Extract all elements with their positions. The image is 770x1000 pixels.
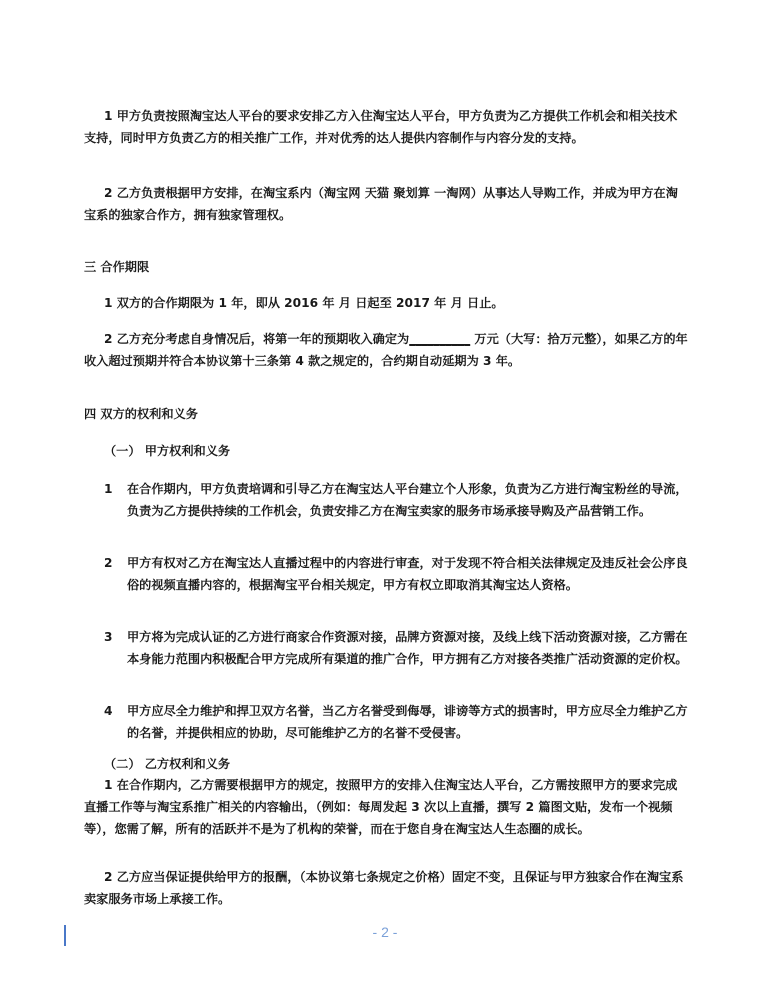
paragraph-4-b2: 2 乙方应当保证提供给甲方的报酬，（本协议第七条规定之价格）固定不变，且保证与甲方独家合作在淘宝系卖家服务市场上承接工作。 bbox=[84, 870, 684, 906]
list-item-text: 甲方应尽全力维护和捍卫双方名誉，当乙方名誉受到侮辱，诽谤等方式的损害时，甲方应尽全力维护乙方的名誉，并提供相应的协助，尽可能维护乙方的名誉不受侵害。 bbox=[127, 704, 688, 740]
paragraph-4-b1: 1 在合作期内，乙方需要根据甲方的规定，按照甲方的安排入住淘宝达人平台，乙方需按照甲方的要求完成直播工作等与淘宝系推广相关的内容输出，（例如：每周发起 3 次以上直播，撰写 2 篇图文贴，发布一个视频等），您需了解，所有的活跃并不是为了机构的荣誉，而在于您自身在淘宝达人生态圈的成长。 bbox=[84, 778, 678, 836]
list-item-number: 4 bbox=[104, 704, 113, 718]
paragraph-3-1: 1 双方的合作期限为 1 年，即从 2016 年 月 日起至 2017 年 月 日止。 bbox=[104, 296, 504, 310]
list-item-number: 1 bbox=[104, 482, 113, 496]
paragraph-3-2-lead: 2 乙方充分考虑自身情况后，将第一年的预期收入确定为 bbox=[104, 332, 410, 346]
list-item bbox=[104, 478, 688, 522]
page-number: - 2 - bbox=[372, 924, 398, 940]
section-heading-rights: 四 双方的权利和义务 bbox=[84, 407, 198, 421]
list-item bbox=[104, 700, 688, 744]
section-heading-term: 三 合作期限 bbox=[84, 260, 150, 274]
paragraph-3-2 bbox=[84, 328, 688, 372]
list-item bbox=[104, 626, 688, 670]
list-item-number: 3 bbox=[104, 630, 113, 644]
subheading-party-b: （二） 乙方权利和义务 bbox=[104, 757, 231, 771]
paragraph-3-2-tail: 万元（大写：拾万元整），如果乙方的年收入超过预期并符合本协议第十三条第 4 款之规定的，合约期自动延期为 3 年。 bbox=[84, 332, 688, 368]
paragraph-2-2: 2 乙方负责根据甲方安排，在淘宝系内（淘宝网 天猫 聚划算 一淘网）从事达人导购工作，并成为甲方在淘宝系的独家合作方，拥有独家管理权。 bbox=[84, 186, 678, 222]
subheading-party-a: （一） 甲方权利和义务 bbox=[104, 444, 231, 458]
list-item bbox=[104, 552, 688, 596]
paragraph-2-1: 1 甲方负责按照淘宝达人平台的要求安排乙方入住淘宝达人平台，甲方负责为乙方提供工作机会和相关技术支持，同时甲方负责乙方的相关推广工作，并对优秀的达人提供内容制作与内容分发的支持。 bbox=[84, 109, 678, 145]
list-item-text: 甲方有权对乙方在淘宝达人直播过程中的内容进行审查，对于发现不符合相关法律规定及违反社会公序良俗的视频直播内容的，根据淘宝平台相关规定，甲方有权立即取消其淘宝达人资格。 bbox=[127, 556, 688, 592]
income-blank: __________ bbox=[409, 332, 471, 346]
list-item-text: 甲方将为完成认证的乙方进行商家合作资源对接，品牌方资源对接，及线上线下活动资源对接，乙方需在本身能力范围内积极配合甲方完成所有渠道的推广合作，甲方拥有乙方对接各类推广活动资源的定价权。 bbox=[127, 630, 688, 666]
list-item-number: 2 bbox=[104, 556, 113, 570]
list-item-text: 在合作期内，甲方负责培调和引导乙方在淘宝达人平台建立个人形象，负责为乙方进行淘宝粉丝的导流，负责为乙方提供持续的工作机会，负责安排乙方在淘宝卖家的服务市场承接导购及产品营销工作。 bbox=[127, 482, 688, 518]
